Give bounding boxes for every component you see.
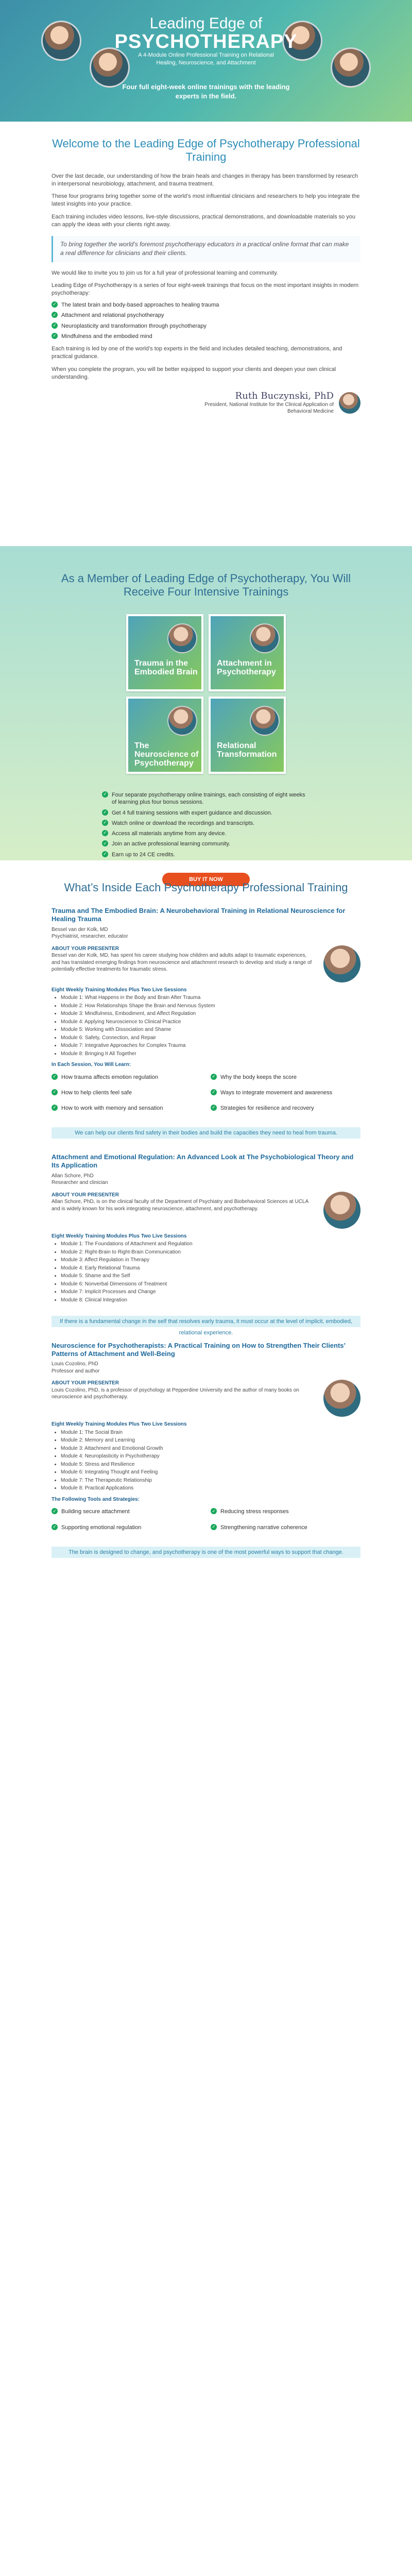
training-card[interactable] xyxy=(126,697,203,774)
program-block xyxy=(52,1342,360,1534)
hero-strong-text: Four full eight-week online trainings with the leading experts in the field. xyxy=(122,83,290,100)
welcome-quote: To bring together the world’s foremost psychotherapy educators in a practical online format that can make a real difference for clinicians and their clients. xyxy=(52,236,360,262)
bullet-text: The latest brain and body-based approaches to healing trauma xyxy=(61,302,219,309)
check-icon: ✓ xyxy=(52,1089,58,1095)
learn-heading: In Each Session, You Will Learn: xyxy=(52,1062,131,1068)
program-heading: Trauma and The Embodied Brain: A Neurobehavioral Training in Relational Neuroscience for Healing Trauma xyxy=(52,907,346,923)
quote-bar: The brain is designed to change, and psychotherapy is one of the most powerful ways to support that change. xyxy=(52,1547,360,1558)
check-icon: ✓ xyxy=(211,1074,217,1080)
presenter-icon xyxy=(250,623,280,653)
program-bio-row xyxy=(52,945,360,982)
member-title: As a Member of Leading Edge of Psychotherapy, You Will Receive Four Intensive Trainings xyxy=(61,572,351,599)
learn-text: How trauma affects emotion regulation xyxy=(61,1074,159,1080)
check-icon: ✓ xyxy=(102,830,108,836)
member-section xyxy=(52,572,360,883)
module-item: • Module 4: Early Relational Trauma xyxy=(61,1265,360,1272)
bullet-item xyxy=(52,301,360,309)
modules-heading: Eight Weekly Training Modules Plus Two Live Sessions xyxy=(52,1233,187,1239)
about-heading: ABOUT YOUR PRESENTER xyxy=(52,945,119,952)
module-list xyxy=(52,994,360,1057)
learn-item xyxy=(52,1524,201,1531)
welcome-paragraph: Each training includes video lessons, live-style discussions, practical demonstrations, and downloadable materials so you can apply the ideas with your clients right away. xyxy=(52,214,356,228)
signature-avatar xyxy=(339,392,360,414)
signature-block xyxy=(200,391,334,415)
check-icon: ✓ xyxy=(211,1524,217,1530)
module-item: • Module 1: What Happens in the Body and Brain After Trauma xyxy=(61,994,360,1002)
module-item: • Module 8: Clinical Integration xyxy=(61,1297,360,1304)
learn-text: Building secure attachment xyxy=(61,1509,130,1515)
program-block xyxy=(52,1153,360,1303)
about-heading: ABOUT YOUR PRESENTER xyxy=(52,1380,119,1386)
check-icon: ✓ xyxy=(52,323,58,329)
learn-item xyxy=(211,1074,360,1081)
program-bio-row xyxy=(52,1380,360,1417)
signature-title: President, National Institute for the Clinical Application of Behavioral Medicine xyxy=(204,401,334,415)
welcome-paragraph: Leading Edge of Psychotherapy is a series of four eight-week trainings that focus on the most important insights in modern psychotherapy: xyxy=(52,282,359,297)
learn-item xyxy=(52,1105,201,1112)
check-icon: ✓ xyxy=(211,1508,217,1514)
module-item: • Module 5: Stress and Resilience xyxy=(61,1461,360,1468)
check-icon: ✓ xyxy=(52,312,58,318)
training-card[interactable] xyxy=(126,614,203,691)
benefit-item xyxy=(102,791,310,806)
module-item: • Module 7: Integrative Approaches for Complex Trauma xyxy=(61,1042,360,1049)
check-icon: ✓ xyxy=(102,820,108,826)
bullet-text: Neuroplasticity and transformation through psychotherapy xyxy=(61,323,207,329)
presenter-photo xyxy=(323,1380,360,1417)
welcome-paragraph: Each training is led by one of the world’s top experts in the field and includes detailed teaching, demonstrations, and practical guidance. xyxy=(52,346,342,360)
module-item: • Module 3: Affect Regulation in Therapy xyxy=(61,1257,360,1264)
check-icon: ✓ xyxy=(52,1074,58,1080)
program-block xyxy=(52,907,360,1115)
program-heading: Neuroscience for Psychotherapists: A Practical Training on How to Strengthen Their Clients’ Patterns of Attachment and Well-Being xyxy=(52,1342,346,1358)
check-icon: ✓ xyxy=(102,791,108,798)
learn-text: Strengthening narrative coherence xyxy=(220,1524,307,1531)
module-item: • Module 8: Bringing It All Together xyxy=(61,1050,360,1058)
signature-name: Ruth Buczynski, PhD xyxy=(235,390,334,401)
program-bio: Louis Cozolino, PhD, is a professor of psychology at Pepperdine University and the author of many books on neuroscience and psychotherapy. xyxy=(52,1387,299,1400)
module-item: • Module 2: Memory and Learning xyxy=(61,1437,360,1444)
module-list xyxy=(52,1429,360,1492)
program-bio-row xyxy=(52,1192,360,1229)
modules-heading: Eight Weekly Training Modules Plus Two Live Sessions xyxy=(52,1421,187,1428)
welcome-paragraph: Over the last decade, our understanding of how the brain heals and changes in therapy has been transformed by research in interpersonal neurobiology, attachment, and trauma treatment. xyxy=(52,173,358,187)
welcome-paragraph: These four programs bring together some of the world’s most influential clinicians and researchers to help you integrate the latest insights into your practice. xyxy=(52,193,360,208)
bullet-item xyxy=(52,312,360,319)
buy-now-button[interactable]: BUY IT NOW xyxy=(162,873,250,886)
module-item: • Module 4: Neuroplasticity in Psychotherapy xyxy=(61,1453,360,1460)
learn-item xyxy=(52,1089,201,1096)
check-icon: ✓ xyxy=(102,809,108,816)
signature-row xyxy=(52,391,360,415)
training-card-title: Attachment in Psychotherapy xyxy=(217,659,276,676)
module-item: • Module 3: Mindfulness, Embodiment, and Affect Regulation xyxy=(61,1010,360,1018)
hero-banner xyxy=(0,0,412,122)
welcome-section xyxy=(52,137,360,415)
module-item: • Module 6: Safety, Connection, and Repair xyxy=(61,1035,360,1042)
program-bio-column xyxy=(52,1380,316,1417)
check-icon: ✓ xyxy=(52,1105,58,1111)
program-author: Bessel van der Kolk, MD xyxy=(52,926,108,933)
learn-text: Supporting emotional regulation xyxy=(61,1524,142,1531)
module-item: • Module 7: The Therapeutic Relationship xyxy=(61,1477,360,1484)
benefits-list xyxy=(102,788,310,861)
welcome-title: Welcome to the Leading Edge of Psychotherapy Professional Training xyxy=(52,137,360,164)
check-icon: ✓ xyxy=(211,1105,217,1111)
welcome-bullets xyxy=(52,301,360,340)
benefit-text: Access all materials anytime from any device. xyxy=(112,831,227,837)
check-icon: ✓ xyxy=(102,851,108,857)
module-item: • Module 1: The Foundations of Attachment and Regulation xyxy=(61,1241,360,1248)
about-heading: ABOUT YOUR PRESENTER xyxy=(52,1192,119,1198)
module-item: • Module 1: The Social Brain xyxy=(61,1429,360,1436)
module-item: • Module 3: Attachment and Emotional Growth xyxy=(61,1445,360,1452)
program-bio-column xyxy=(52,1192,316,1229)
learn-text: Ways to integrate movement and awareness xyxy=(220,1089,333,1096)
inside-section xyxy=(52,881,360,1558)
learn-item xyxy=(52,1074,201,1081)
welcome-paragraph: When you complete the program, you will be better equipped to support your clients and deepen your own clinical understanding. xyxy=(52,366,336,380)
check-icon: ✓ xyxy=(52,1508,58,1514)
module-item: • Module 2: How Relationships Shape the Brain and Nervous System xyxy=(61,1003,360,1010)
learn-text: Why the body keeps the score xyxy=(220,1074,297,1080)
check-icon: ✓ xyxy=(52,301,58,308)
benefit-item xyxy=(102,830,310,837)
presenter-icon xyxy=(250,706,280,736)
presenter-portrait xyxy=(90,47,130,88)
benefit-text: Four separate psychotherapy online trainings, each consisting of eight weeks of learning plus four bonus sessions. xyxy=(112,792,305,806)
hero-subtitle: A 4-Module Online Professional Training on Relational Healing, Neuroscience, and Attachment xyxy=(138,52,274,66)
benefit-item xyxy=(102,809,310,817)
quote-bar: If there is a fundamental change in the self that resolves early trauma, it must occur at the level of implicit, embodied, relational experience. xyxy=(52,1316,360,1327)
bullet-item xyxy=(52,333,360,340)
learn-item xyxy=(211,1508,360,1515)
benefit-text: Watch online or download the recordings and transcripts. xyxy=(112,820,255,826)
program-heading: Attachment and Emotional Regulation: An Advanced Look at The Psychobiological Theory and Its Application xyxy=(52,1153,354,1170)
learn-item xyxy=(211,1524,360,1531)
module-item: • Module 7: Implicit Processes and Change xyxy=(61,1289,360,1296)
training-card-title: The Neuroscience of Psychotherapy xyxy=(134,741,199,768)
hero-title-line1: Leading Edge of xyxy=(149,15,263,32)
module-item: • Module 8: Practical Applications xyxy=(61,1485,360,1492)
module-list xyxy=(52,1241,360,1303)
program-bio: Allan Schore, PhD, is on the clinical faculty of the Department of Psychiatry and Biobehavioral Sciences at UCLA and is widely known for his work integrating neuroscience, attachment, and psychotherapy. xyxy=(52,1199,308,1212)
learn-item xyxy=(211,1089,360,1096)
benefit-item xyxy=(102,840,310,848)
program-author-title: Researcher and clinician xyxy=(52,1180,108,1186)
presenter-portrait xyxy=(331,47,371,88)
check-icon: ✓ xyxy=(211,1089,217,1095)
learn-item xyxy=(52,1508,201,1515)
program-author: Allan Schore, PhD xyxy=(52,1173,94,1179)
learn-item xyxy=(211,1105,360,1112)
check-icon: ✓ xyxy=(52,333,58,339)
module-item: • Module 4: Applying Neuroscience to Clinical Practice xyxy=(61,1019,360,1026)
program-author-title: Psychiatrist, researcher, educator xyxy=(52,934,128,940)
learn-heading: The Following Tools and Strategies: xyxy=(52,1496,140,1502)
training-card-title: Trauma in the Embodied Brain xyxy=(134,659,198,676)
learn-text: How to work with memory and sensation xyxy=(61,1105,163,1112)
check-icon: ✓ xyxy=(52,1524,58,1530)
module-item: • Module 6: Integrating Thought and Feeling xyxy=(61,1469,360,1476)
presenter-icon xyxy=(167,706,197,736)
program-author-title: Professor and author xyxy=(52,1368,100,1374)
quote-bar: We can help our clients find safety in their bodies and build the capacities they need to heal from trauma. xyxy=(52,1127,360,1139)
benefit-text: Join an active professional learning community. xyxy=(112,841,231,848)
training-card-title: Relational Transformation xyxy=(217,741,277,759)
bullet-item xyxy=(52,323,360,330)
learn-text: Strategies for resilience and recovery xyxy=(220,1105,314,1112)
module-item: • Module 5: Working with Dissociation and Shame xyxy=(61,1026,360,1033)
bullet-text: Mindfulness and the embodied mind xyxy=(61,333,152,340)
modules-heading: Eight Weekly Training Modules Plus Two Live Sessions xyxy=(52,987,187,993)
program-bio: Bessel van der Kolk, MD, has spent his career studying how children and adults adapt to traumatic experiences, and has translated emerging findings from neuroscience and attachment research to develop and study a range of potentially effective treatments for traumatic stress. xyxy=(52,953,312,973)
module-item: • Module 5: Shame and the Self xyxy=(61,1273,360,1280)
presenter-photo xyxy=(323,1192,360,1229)
program-bio-column xyxy=(52,945,316,982)
module-item: • Module 2: Right-Brain to Right-Brain Communication xyxy=(61,1249,360,1256)
learn-list xyxy=(52,1071,360,1115)
benefit-text: Earn up to 24 CE credits. xyxy=(112,851,175,858)
inside-title: What’s Inside Each Psychotherapy Professional Training xyxy=(64,881,348,894)
check-icon: ✓ xyxy=(102,840,108,846)
program-author: Louis Cozolino, PhD xyxy=(52,1361,98,1367)
learn-list xyxy=(52,1505,360,1534)
benefit-item xyxy=(102,851,310,858)
benefit-item xyxy=(102,820,310,827)
module-item: • Module 6: Nonverbal Dimensions of Treatment xyxy=(61,1281,360,1288)
hero-title-line2: PSYCHOTHERAPY xyxy=(114,30,298,53)
presenter-photo xyxy=(323,945,360,982)
presenter-icon xyxy=(167,623,197,653)
learn-text: How to help clients feel safe xyxy=(61,1089,132,1096)
training-card[interactable] xyxy=(209,697,286,774)
learn-text: Reducing stress responses xyxy=(220,1509,289,1515)
benefit-text: Get 4 full training sessions with expert guidance and discussion. xyxy=(112,809,272,816)
training-card[interactable] xyxy=(209,614,286,691)
bullet-text: Attachment and relational psychotherapy xyxy=(61,312,164,319)
welcome-paragraph: We would like to invite you to join us for a full year of professional learning and community. xyxy=(52,269,278,276)
hero-title xyxy=(0,15,412,52)
